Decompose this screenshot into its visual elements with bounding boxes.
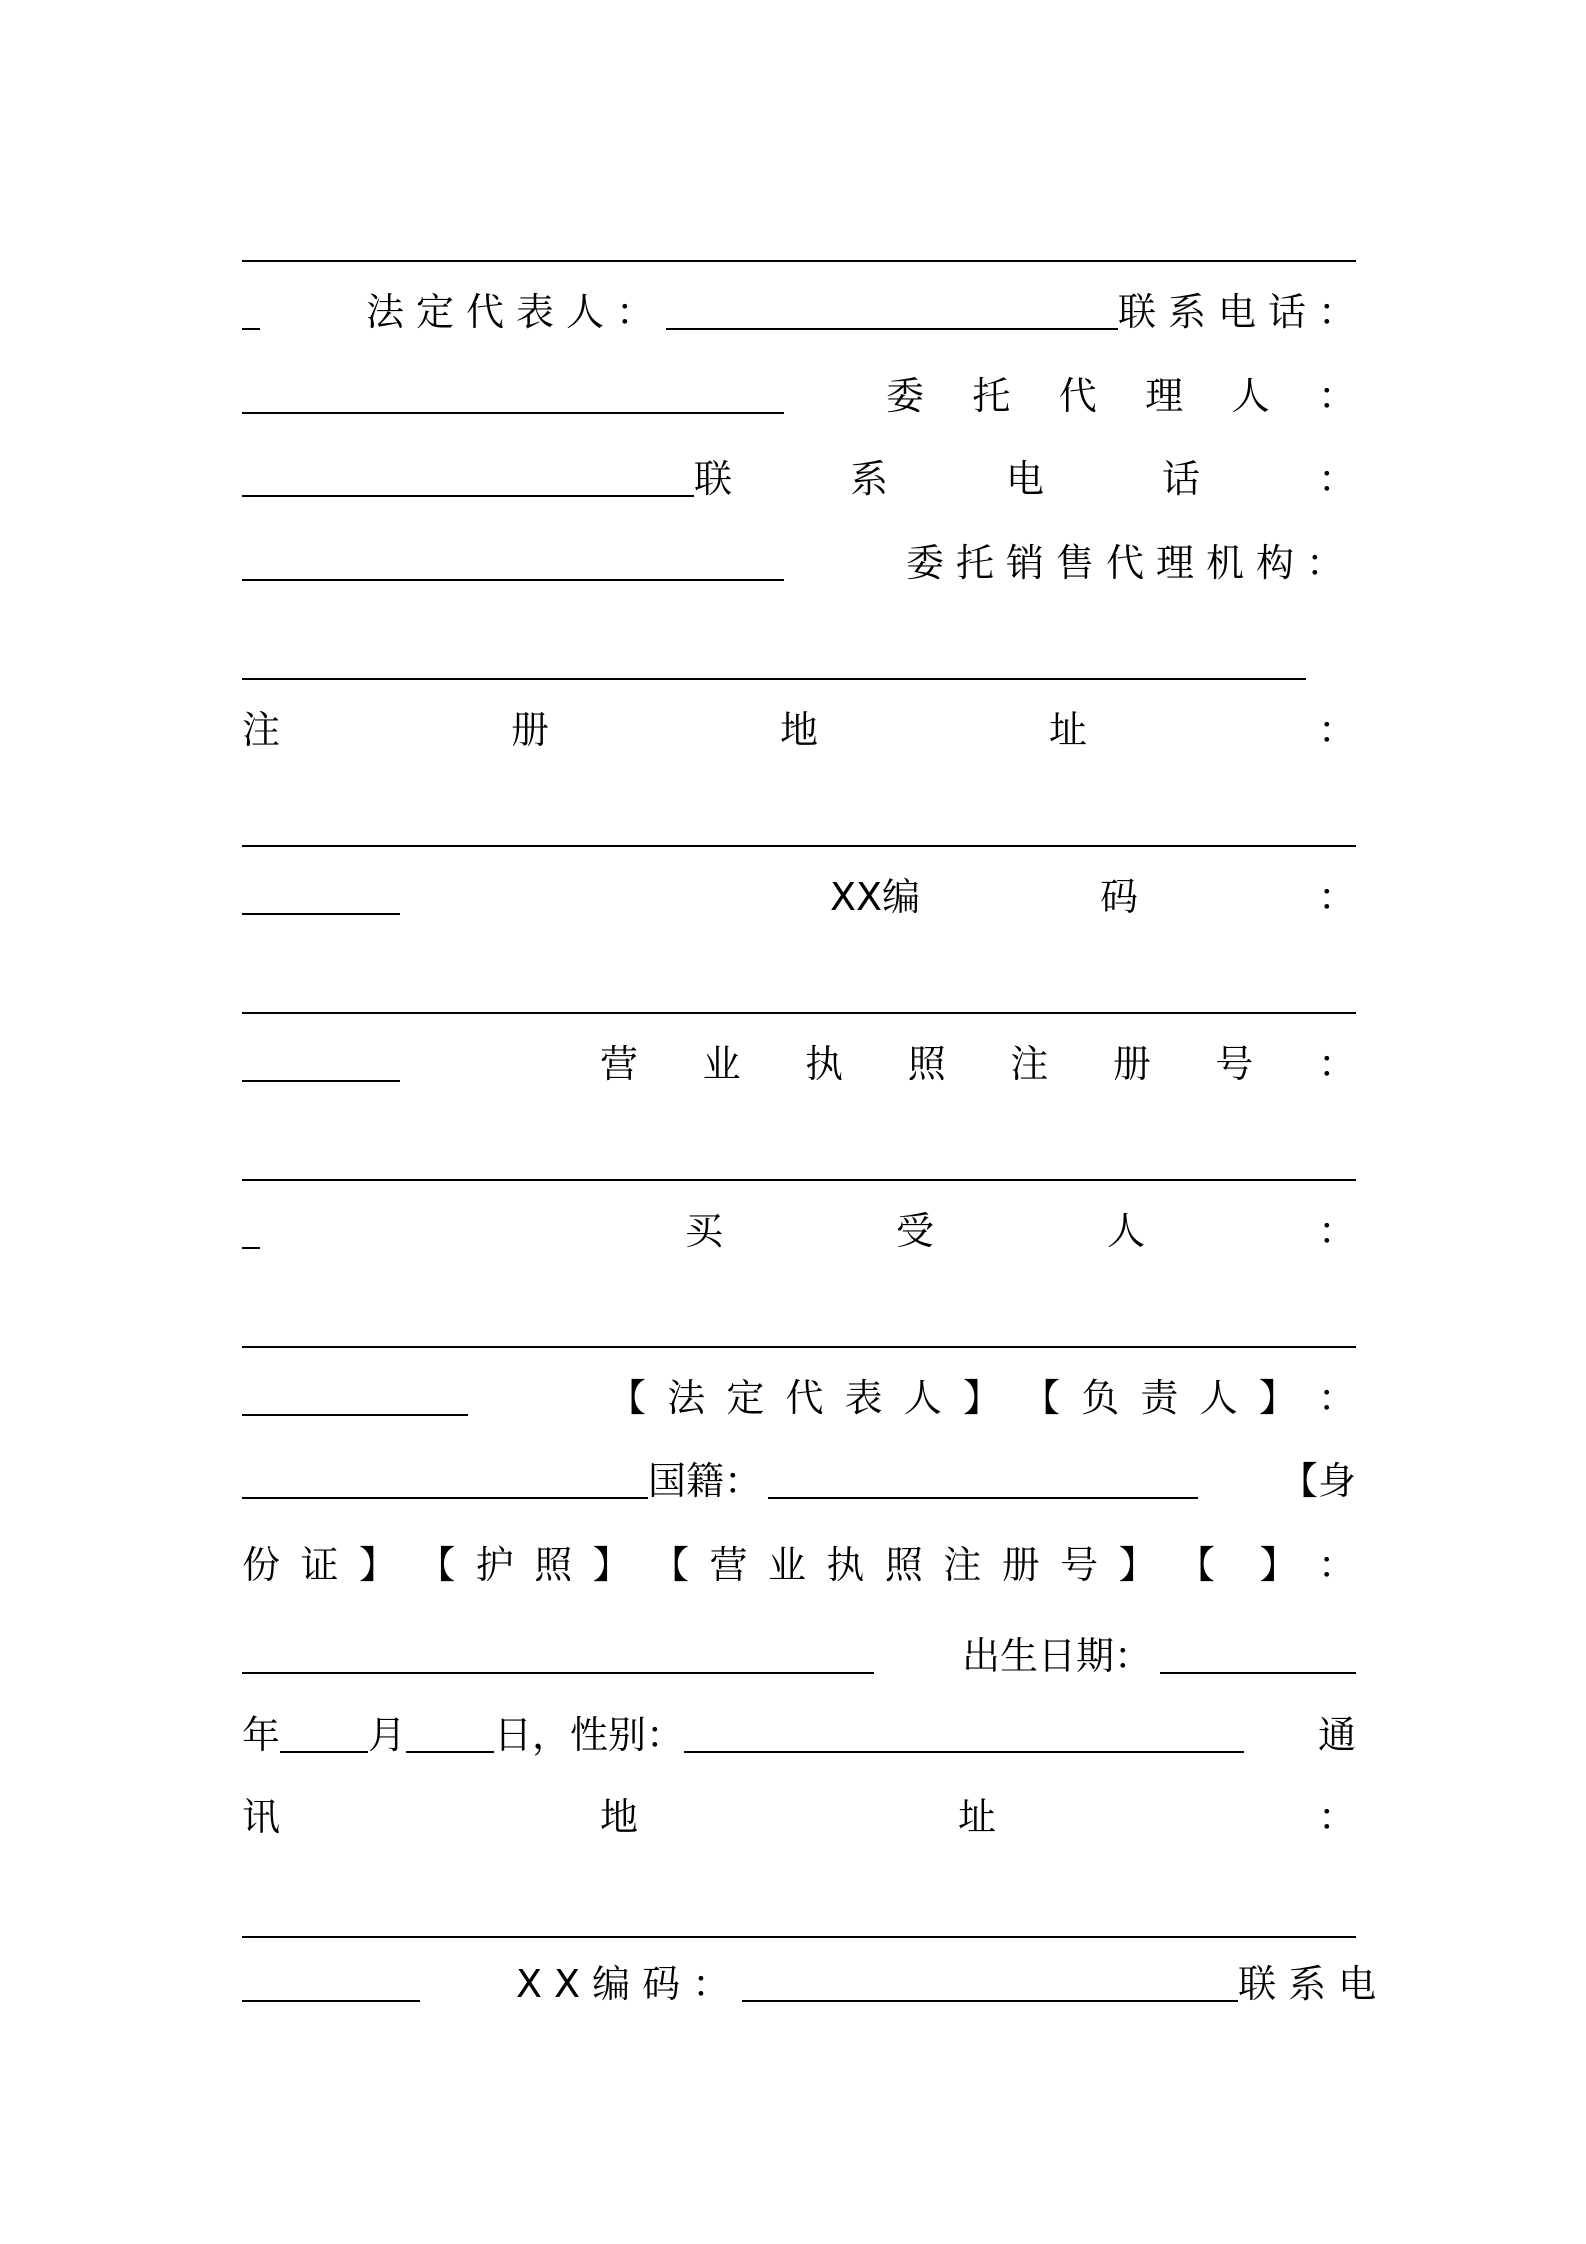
- fill-blank[interactable]: [242, 1078, 400, 1082]
- fill-blank[interactable]: [242, 1344, 1356, 1348]
- license-line: [242, 1038, 1356, 1090]
- fill-blank[interactable]: [242, 1010, 1356, 1014]
- day-gender-label: 日，性别：: [494, 1713, 685, 1757]
- postcode-line: [242, 871, 1356, 923]
- seller-rep-label: 法定代表人：: [366, 290, 667, 334]
- fill-blank[interactable]: [242, 1245, 260, 1249]
- birth-line: [242, 1630, 1356, 1682]
- blank-line-2: [242, 636, 1356, 688]
- license-label: 营 业 执 照 注 册 号 ：: [600, 1042, 1356, 1086]
- birth-label: 出生日期：: [962, 1634, 1153, 1678]
- nationality-label: 国籍：: [648, 1459, 763, 1503]
- fill-blank[interactable]: [768, 1495, 1198, 1499]
- blank-line-4: [242, 970, 1356, 1022]
- buyer-rep-label: 【 法 定 代 表 人 】 【 负 责 人 】 ：: [608, 1376, 1356, 1420]
- fill-blank[interactable]: [242, 843, 1356, 847]
- fill-blank[interactable]: [666, 326, 1118, 330]
- fill-blank[interactable]: [242, 1670, 874, 1674]
- blank-line-6: [242, 1304, 1356, 1356]
- blank-line-7: [242, 1894, 1356, 1946]
- fill-blank[interactable]: [242, 1412, 468, 1416]
- agent-phone-line: [242, 453, 1356, 505]
- fill-blank[interactable]: [742, 1998, 1238, 2002]
- mail-address-line: 讯 地 址 ：: [242, 1795, 1356, 1839]
- fill-blank[interactable]: [242, 1934, 1356, 1938]
- nationality-line: [242, 1455, 1356, 1507]
- fill-blank[interactable]: [242, 326, 260, 330]
- buyer-rep-line: [242, 1372, 1356, 1424]
- fill-blank[interactable]: [280, 1749, 368, 1753]
- fill-blank[interactable]: [1160, 1670, 1356, 1674]
- fill-blank[interactable]: [242, 1495, 648, 1499]
- fill-blank[interactable]: [242, 1177, 1356, 1181]
- fill-blank[interactable]: [242, 577, 784, 581]
- postcode-label-2: XX编码：: [516, 1962, 743, 2006]
- id-type-line: 份 证 】 【 护 照 】 【 营 业 执 照 注 册 号 】 【 】 ：: [242, 1543, 1356, 1587]
- id-open-label: 【身: [1279, 1459, 1356, 1503]
- fill-blank[interactable]: [242, 493, 694, 497]
- date-gender-line: [242, 1709, 1356, 1761]
- seller-rep-line: [242, 286, 1369, 338]
- fill-blank[interactable]: [242, 410, 784, 414]
- postcode-phone-line: [242, 1958, 1389, 2010]
- buyer-label: 买 受 人 ：: [685, 1209, 1356, 1253]
- blank-line-3: [242, 803, 1356, 855]
- fill-blank[interactable]: [684, 1749, 1244, 1753]
- year-label: 年: [242, 1713, 281, 1757]
- fill-blank[interactable]: [406, 1749, 494, 1753]
- agent-line: [242, 370, 1356, 422]
- phone-label-3: 联系电: [1238, 1962, 1389, 2006]
- fill-blank[interactable]: [242, 676, 1306, 680]
- agency-label: 委托销售代理机构：: [905, 541, 1356, 585]
- blank-line-1: [242, 218, 1356, 270]
- postcode-label: XX编 码 ：: [830, 875, 1356, 919]
- agency-line: [242, 537, 1356, 589]
- fill-blank[interactable]: [242, 911, 400, 915]
- buyer-line: [242, 1205, 1356, 1257]
- blank-line-5: [242, 1137, 1356, 1189]
- fill-blank[interactable]: [242, 258, 1356, 262]
- fill-blank[interactable]: [242, 1998, 420, 2002]
- mail-prefix: 通: [1317, 1713, 1356, 1757]
- agent-label: 委 托 代 理 人 ：: [886, 374, 1356, 418]
- month-label: 月: [368, 1713, 407, 1757]
- reg-address-line: 注 册 地 址 ：: [242, 708, 1356, 752]
- agent-phone-label: 联 系 电 话 ：: [694, 457, 1356, 501]
- phone-label: 联系电话：: [1118, 290, 1369, 334]
